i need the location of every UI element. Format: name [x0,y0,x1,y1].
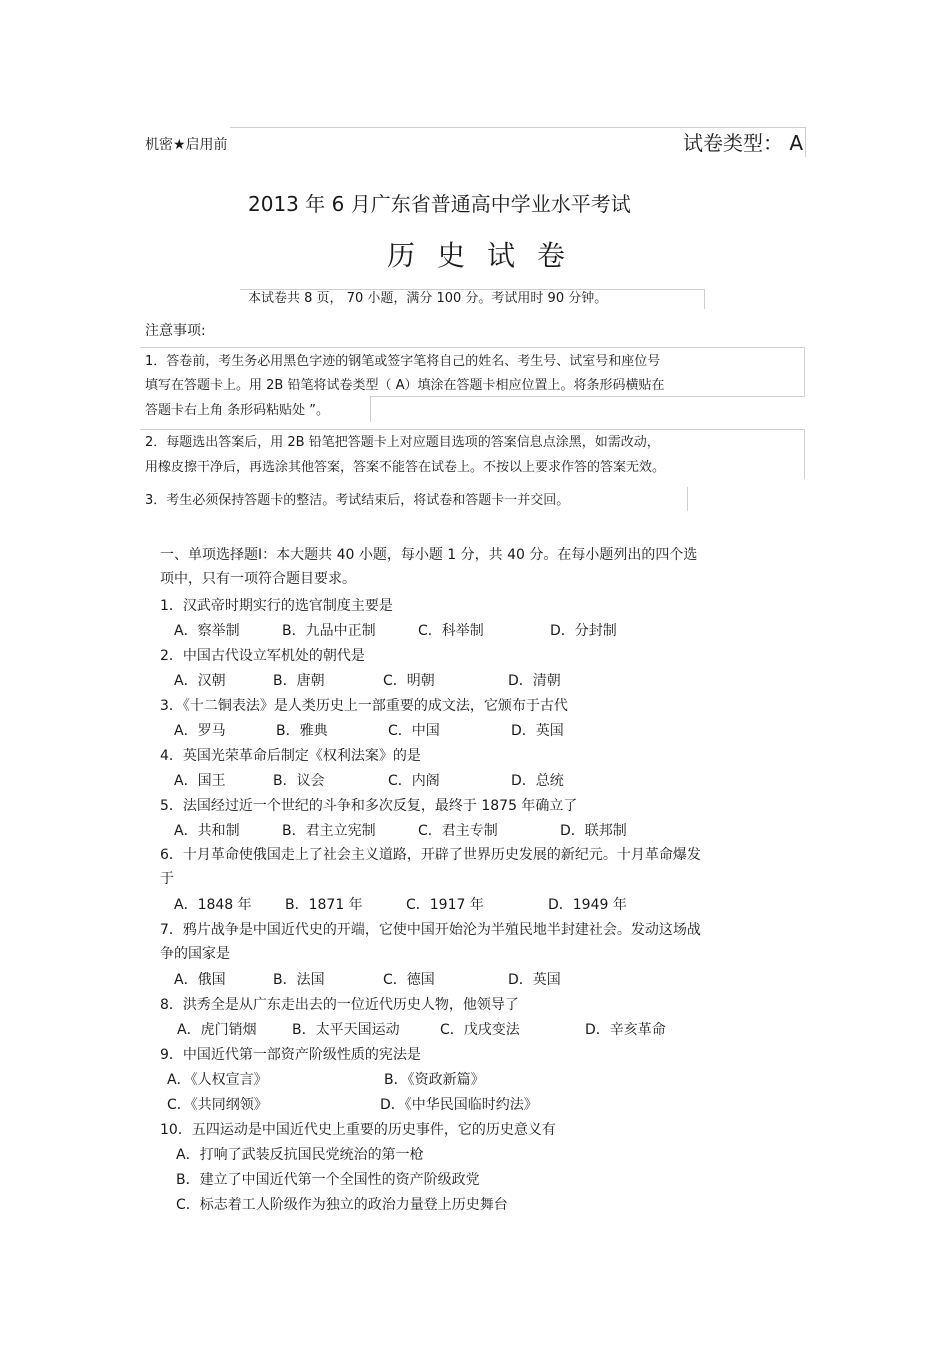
notice-line: 1．答卷前，考生务必用黑色字迹的钢笔或签字笔将自己的姓名、考生号、试室号和座位号 [145,354,661,369]
option: C．《共同纲领》 [167,1097,268,1113]
exam-title: 2013 年 6 月广东省普通高中学业水平考试 [248,192,631,216]
question-stem: 8．洪秀全是从广东走出去的一位近代历史人物，他领导了 [160,997,519,1013]
option: D．英国 [508,972,561,988]
question-stem: 6．十月革命使俄国走上了社会主义道路，开辟了世界历史发展的新纪元。十月革命爆发 [160,847,701,863]
option: A．俄国 [174,972,226,988]
notice-heading: 注意事项: [145,323,206,339]
option: C．科举制 [418,623,484,639]
notice-line: 3．考生必须保持答题卡的整洁。考试结束后，将试卷和答题卡一并交回。 [145,493,570,508]
option: B．君主立宪制 [282,823,376,839]
option: B．太平天国运动 [292,1022,400,1038]
notice-line: 答题卡右上角 条形码粘贴处 ”。 [145,403,329,418]
notice-line: 用橡皮擦干净后，再选涂其他答案，答案不能答在试卷上。不按以上要求作答的答案无效。 [145,460,666,475]
option: C．德国 [383,972,435,988]
subject-title: 历史试卷 [387,239,588,272]
option: B．唐朝 [273,673,325,689]
option: B．《资政新篇》 [384,1072,485,1088]
question-stem: 5．法国经过近一个世纪的斗争和多次反复，最终于 1875 年确立了 [160,798,578,814]
option: C．内阁 [388,773,440,789]
option: C．1917 年 [406,897,484,913]
option: D．辛亥革命 [585,1022,666,1038]
option: A．汉朝 [174,673,226,689]
option: B．九品中正制 [282,623,376,639]
option: D．联邦制 [560,823,627,839]
option: A．《人权宣言》 [167,1072,268,1088]
question-stem: 9．中国近代第一部资产阶级性质的宪法是 [160,1047,421,1063]
option: D．1949 年 [548,897,627,913]
option: C．明朝 [383,673,435,689]
option: A．共和制 [174,823,240,839]
option: B．法国 [273,972,325,988]
option: B．建立了中国近代第一个全国性的资产阶级政党 [176,1172,480,1188]
option: B．雅典 [276,723,328,739]
option: D．《中华民国临时约法》 [380,1097,538,1113]
question-stem: 2．中国古代设立军机处的朝代是 [160,648,365,664]
question-stem: 争的国家是 [160,946,230,962]
paper-type: 试卷类型： A [683,131,804,155]
secret-mark: 机密★启用前 [145,137,228,153]
option: B．议会 [273,773,325,789]
option: C．中国 [388,723,440,739]
exam-info: 本试卷共 8 页， 70 小题，满分 100 分。考试用时 90 分钟。 [248,291,608,306]
question-stem: 3．《十二铜表法》是人类历史上一部重要的成文法，它颁布于古代 [160,698,568,714]
question-stem: 10．五四运动是中国近代史上重要的历史事件，它的历史意义有 [160,1122,556,1138]
option: D．总统 [511,773,564,789]
option: C．标志着工人阶级作为独立的政治力量登上历史舞台 [176,1197,508,1213]
notice-line: 填写在答题卡上。用 2B 铅笔将试卷类型（ A）填涂在答题卡相应位置上。将条形码横贴在 [145,378,665,393]
section-heading: 一、单项选择题Ⅰ：本大题共 40 小题，每小题 1 分，共 40 分。在每小题列出的四个选 [160,547,698,563]
option: A．打响了武装反抗国民党统治的第一枪 [176,1147,424,1163]
option: D．英国 [511,723,564,739]
option: A．虎门销烟 [177,1022,257,1038]
option: A．察举制 [174,623,240,639]
section-heading: 项中，只有一项符合题目要求。 [160,571,356,587]
question-stem: 于 [160,871,174,887]
question-stem: 4．英国光荣革命后制定《权利法案》的是 [160,748,421,764]
option: D．清朝 [508,673,561,689]
option: D．分封制 [550,623,617,639]
option: A．1848 年 [174,897,252,913]
question-stem: 1．汉武帝时期实行的选官制度主要是 [160,598,393,614]
option: C．戊戌变法 [440,1022,520,1038]
option: A．国王 [174,773,226,789]
option: C．君主专制 [418,823,498,839]
question-stem: 7．鸦片战争是中国近代史的开端，它使中国开始沦为半殖民地半封建社会。发动这场战 [160,922,701,938]
notice-line: 2．每题选出答案后，用 2B 铅笔把答题卡上对应题目选项的答案信息点涂黑，如需改动， [145,435,660,450]
option: B．1871 年 [285,897,363,913]
option: A．罗马 [174,723,226,739]
